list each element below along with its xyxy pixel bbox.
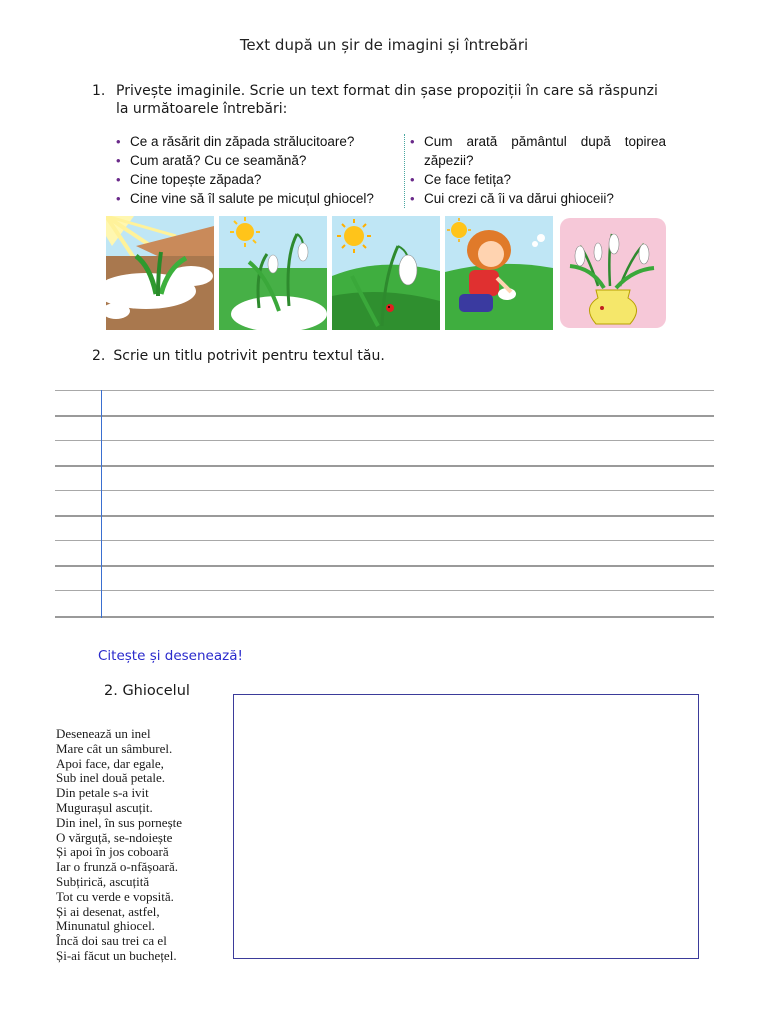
poem-line: Din inel, în sus pornește bbox=[56, 814, 183, 830]
column-separator bbox=[404, 134, 405, 208]
poem-line: Și apoi în jos coboară bbox=[56, 844, 169, 860]
poem-line: Mare cât un sâmburel. bbox=[56, 740, 173, 756]
poem-title: 2. Ghiocelul bbox=[104, 683, 190, 699]
poem-line: Tot cu verde e vopsită. bbox=[56, 888, 174, 904]
question-item: • Cui crezi că îi va dărui ghioceii? bbox=[410, 189, 666, 208]
writing-line bbox=[55, 616, 714, 618]
poem-line: Și-ai făcut un buchețel. bbox=[56, 947, 177, 963]
drawing-box[interactable] bbox=[233, 694, 699, 959]
writing-line bbox=[55, 415, 714, 417]
poem-line: Subțirică, ascuțită bbox=[56, 873, 150, 889]
writing-line bbox=[55, 440, 714, 441]
poem-line: Desenează un inel bbox=[56, 726, 151, 741]
task-1 bbox=[92, 82, 672, 118]
margin-line bbox=[101, 390, 102, 618]
page-title: Text după un șir de imagini și întrebări bbox=[239, 36, 529, 54]
writing-line bbox=[55, 390, 714, 391]
read-and-draw-heading: Citește și desenează! bbox=[98, 648, 243, 664]
question-item: • Cum arată pământul după topirea zăpezii? bbox=[410, 132, 666, 170]
poem-line: Apoi face, dar egale, bbox=[56, 755, 164, 771]
task-2-text: Scrie un titlu potrivit pentru textul tău. bbox=[113, 348, 385, 364]
sun-snowdrops-icon bbox=[219, 216, 327, 330]
writing-line bbox=[55, 490, 714, 491]
girl-picking-flowers-icon bbox=[445, 216, 553, 330]
sun-ladybug-snowdrop-icon bbox=[332, 216, 440, 330]
poem-line: Încă doi sau trei ca el bbox=[56, 933, 167, 949]
poem-text bbox=[56, 727, 226, 964]
questions-left bbox=[116, 132, 406, 208]
poem-line: Mugurașul ascuțit. bbox=[56, 799, 153, 815]
poem-line: Și ai desenat, astfel, bbox=[56, 903, 160, 919]
poem-line: Minunatul ghiocel. bbox=[56, 918, 155, 934]
poem-line: Iar o frunză o-nfășoară. bbox=[56, 859, 178, 875]
snowdrop-sprouting-icon bbox=[106, 216, 214, 330]
poem-line: O vărguță, se-ndoiește bbox=[56, 829, 173, 845]
question-item: • Ce face fetița? bbox=[410, 170, 666, 189]
questions-right bbox=[410, 132, 666, 208]
task-2 bbox=[92, 348, 385, 364]
question-item: • Cine topește zăpada? bbox=[116, 170, 406, 189]
question-item: • Cine vine să îl salute pe micuțul ghiocel? bbox=[116, 189, 406, 208]
writing-line bbox=[55, 540, 714, 541]
question-item: • Cum arată? Cu ce seamănă? bbox=[116, 151, 406, 170]
snowdrop-vase-icon bbox=[558, 216, 668, 330]
task-1-text: Privește imaginile. Scrie un text format din șase propoziții în care să răspunzi la următoarele întrebări: bbox=[116, 83, 658, 117]
writing-line bbox=[55, 565, 714, 567]
poem-line: Sub inel două petale. bbox=[56, 770, 166, 786]
writing-line bbox=[55, 465, 714, 467]
task-2-number: 2. bbox=[92, 348, 106, 364]
task-1-number: 1. bbox=[92, 83, 106, 99]
writing-line bbox=[55, 515, 714, 517]
writing-line bbox=[55, 590, 714, 591]
writing-area[interactable] bbox=[55, 390, 714, 618]
question-item: • Ce a răsărit din zăpada strălucitoare? bbox=[116, 132, 406, 151]
poem-line: Din petale s-a ivit bbox=[56, 785, 149, 801]
